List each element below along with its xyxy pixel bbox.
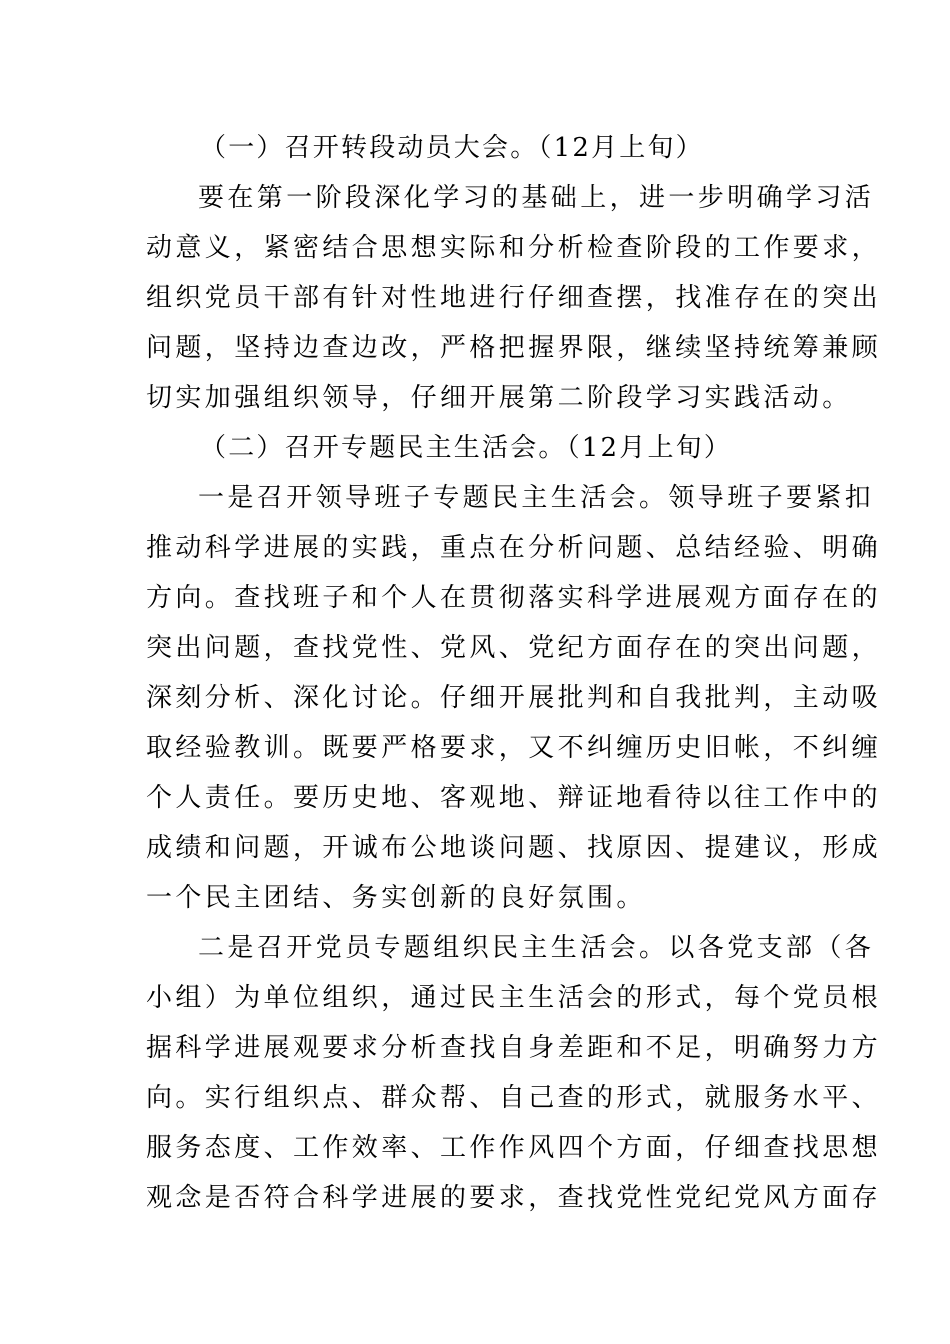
paragraph-line: 一是召开领导班子专题民主生活会。领导班子要紧扣 <box>198 483 875 513</box>
section-heading-2: （二）召开专题民主生活会。（12月上旬） <box>200 433 733 463</box>
paragraph-line: 观念是否符合科学进展的要求，查找党性党纪党风方面存 <box>146 1183 882 1213</box>
paragraph-line: 要在第一阶段深化学习的基础上，进一步明确学习活 <box>198 183 875 213</box>
section-heading-1: （一）召开转段动员大会。（12月上旬） <box>200 133 704 163</box>
paragraph-line: 问题，坚持边查边改，严格把握界限，继续坚持统筹兼顾 <box>146 333 882 363</box>
paragraph-line: 深刻分析、深化讨论。仔细开展批判和自我批判，主动吸 <box>146 683 882 713</box>
paragraph-line: 二是召开党员专题组织民主生活会。以各党支部（各 <box>198 933 875 963</box>
paragraph-line: 取经验教训。既要严格要求，又不纠缠历史旧帐，不纠缠 <box>146 733 882 763</box>
paragraph-line: 方向。查找班子和个人在贯彻落实科学进展观方面存在的 <box>146 583 882 613</box>
paragraph-line: 小组）为单位组织，通过民主生活会的形式，每个党员根 <box>146 983 882 1013</box>
paragraph-line: 向。实行组织点、群众帮、自己查的形式，就服务水平、 <box>146 1083 882 1113</box>
paragraph-line: 一个民主团结、务实创新的良好氛围。 <box>146 883 646 913</box>
paragraph-line: 突出问题，查找党性、党风、党纪方面存在的突出问题， <box>146 633 882 663</box>
paragraph-line: 服务态度、工作效率、工作作风四个方面，仔细查找思想 <box>146 1133 882 1163</box>
paragraph-line: 动意义，紧密结合思想实际和分析检查阶段的工作要求， <box>146 233 882 263</box>
paragraph-line: 组织党员干部有针对性地进行仔细查摆，找准存在的突出 <box>146 283 882 313</box>
paragraph-line: 切实加强组织领导，仔细开展第二阶段学习实践活动。 <box>146 383 852 413</box>
paragraph-line: 据科学进展观要求分析查找自身差距和不足，明确努力方 <box>146 1033 882 1063</box>
paragraph-line: 成绩和问题，开诚布公地谈问题、找原因、提建议，形成 <box>146 833 882 863</box>
paragraph-line: 推动科学进展的实践，重点在分析问题、总结经验、明确 <box>146 533 882 563</box>
paragraph-line: 个人责任。要历史地、客观地、辩证地看待以往工作中的 <box>146 783 882 813</box>
